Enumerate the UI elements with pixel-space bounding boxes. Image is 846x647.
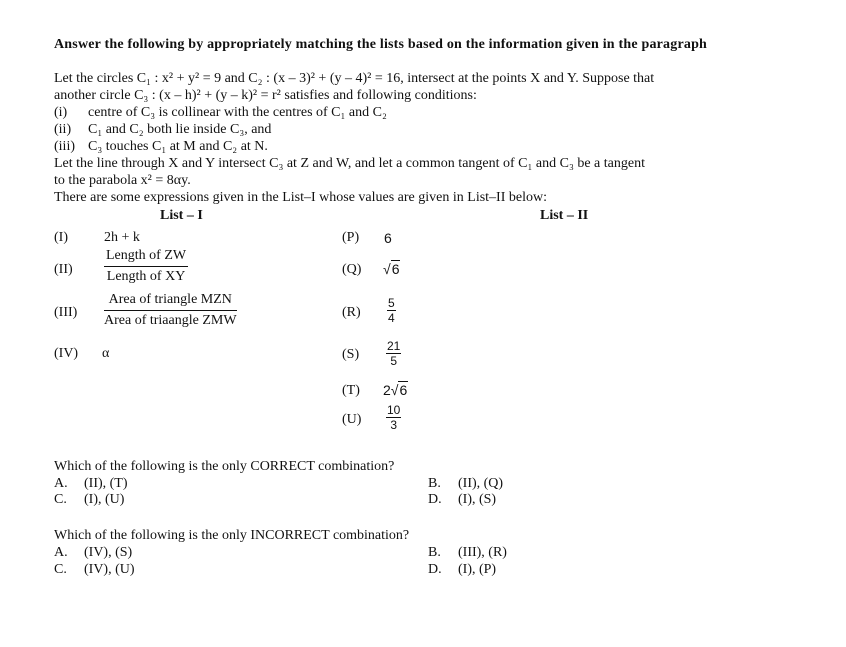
list-2-label: (Q)	[342, 262, 362, 277]
list-2-value	[383, 382, 408, 398]
option-text: (III), (R)	[458, 545, 507, 560]
paragraph-line-2: another circle C₃ : (x – h)² + (y – k)² = r² satisfies and following conditions:	[54, 88, 477, 103]
paragraph-line-4: to the parabola x² = 8αy.	[54, 173, 191, 188]
option-letter: D.	[428, 492, 442, 507]
radicand: 6	[391, 261, 400, 277]
question-1-option-c[interactable]	[54, 492, 124, 508]
question-2-option-d[interactable]	[428, 562, 496, 578]
question-2-option-a[interactable]	[54, 545, 132, 561]
radicand: 6	[399, 382, 408, 398]
fraction-denominator: 3	[390, 418, 398, 432]
condition-text: centre of C₃ is collinear with the centres of C₁ and C₂	[88, 105, 387, 120]
option-letter: B.	[428, 545, 441, 560]
fraction-denominator: Length of XY	[106, 269, 186, 284]
list-1-header: List – I	[160, 208, 203, 223]
instruction-heading: Answer the following by appropriately matching the lists based on the information given in the paragraph	[54, 37, 708, 52]
fraction-numerator: 5	[388, 296, 395, 310]
list-2-label: (R)	[342, 305, 361, 320]
option-letter: C.	[54, 562, 67, 577]
question-2-text: Which of the following is the only INCORRECT combination?	[54, 528, 410, 543]
question-2-option-b[interactable]	[428, 545, 507, 561]
fraction-numerator: Area of triangle MZN	[104, 291, 237, 311]
list-2-label: (P)	[342, 230, 360, 245]
list-2-label: (S)	[342, 347, 360, 362]
square-root	[391, 382, 408, 398]
option-text: (II), (T)	[84, 476, 128, 491]
option-text: (IV), (U)	[84, 562, 135, 577]
list-1-label: (IV)	[54, 346, 79, 361]
question-1-text: Which of the following is the only CORRECT combination?	[54, 459, 395, 474]
fraction-denominator: 4	[388, 311, 395, 325]
radical-sign-icon: √	[383, 261, 391, 277]
condition-number: (i)	[54, 105, 68, 120]
paragraph-line-3: Let the line through X and Y intersect C₃ at Z and W, and let a common tangent of C₁ and C₃ be a tangent	[54, 156, 645, 171]
option-letter: D.	[428, 562, 442, 577]
option-letter: C.	[54, 492, 67, 507]
list-2-fraction	[387, 296, 396, 325]
condition-text: C₃ touches C₁ at M and C₂ at N.	[88, 139, 268, 154]
condition-number: (iii)	[54, 139, 75, 154]
list-2-fraction	[386, 339, 401, 368]
coefficient: 2	[383, 382, 391, 398]
option-letter: A.	[54, 476, 68, 491]
question-2-option-c[interactable]	[54, 562, 135, 578]
question-1-option-a[interactable]	[54, 476, 128, 492]
condition-iii	[54, 139, 268, 155]
list-1-fraction	[104, 291, 237, 330]
list-1-expression: 2h + k	[104, 230, 140, 245]
list-2-value	[383, 261, 400, 277]
question-1-option-d[interactable]	[428, 492, 496, 508]
square-root	[383, 261, 400, 277]
list-1-fraction	[104, 247, 188, 286]
list-2-label: (T)	[342, 383, 360, 398]
fraction-numerator: Length of ZW	[104, 247, 188, 267]
option-letter: B.	[428, 476, 441, 491]
condition-ii	[54, 122, 271, 138]
list-1-label: (I)	[54, 230, 68, 245]
list-1-label: (II)	[54, 262, 73, 277]
fraction-denominator: Area of triaangle ZMW	[104, 313, 237, 328]
paragraph-line-1: Let the circles C₁ : x² + y² = 9 and C₂ : (x – 3)² + (y – 4)² = 16, intersect at the points X and Y. Suppose that	[54, 71, 655, 86]
option-text: (II), (Q)	[458, 476, 504, 491]
option-text: (IV), (S)	[84, 545, 133, 560]
question-1-option-b[interactable]	[428, 476, 503, 492]
option-text: (I), (U)	[84, 492, 125, 507]
fraction-denominator: 5	[390, 354, 398, 368]
option-text: (I), (S)	[458, 492, 497, 507]
list-1-label: (III)	[54, 305, 78, 320]
option-text: (I), (P)	[458, 562, 497, 577]
radical-sign-icon: √	[390, 382, 399, 398]
paragraph-line-5: There are some expressions given in the List–I whose values are given in List–II below:	[54, 190, 547, 205]
condition-number: (ii)	[54, 122, 72, 137]
list-2-header: List – II	[540, 208, 589, 223]
fraction-numerator: 10	[387, 403, 401, 417]
condition-i	[54, 105, 387, 121]
list-2-label: (U)	[342, 412, 362, 427]
fraction-numerator: 21	[387, 339, 401, 353]
list-2-fraction	[386, 403, 401, 432]
list-2-value: 6	[384, 230, 392, 246]
condition-text: C₁ and C₂ both lie inside C₃, and	[88, 122, 272, 137]
list-1-expression: α	[102, 346, 110, 361]
option-letter: A.	[54, 545, 68, 560]
